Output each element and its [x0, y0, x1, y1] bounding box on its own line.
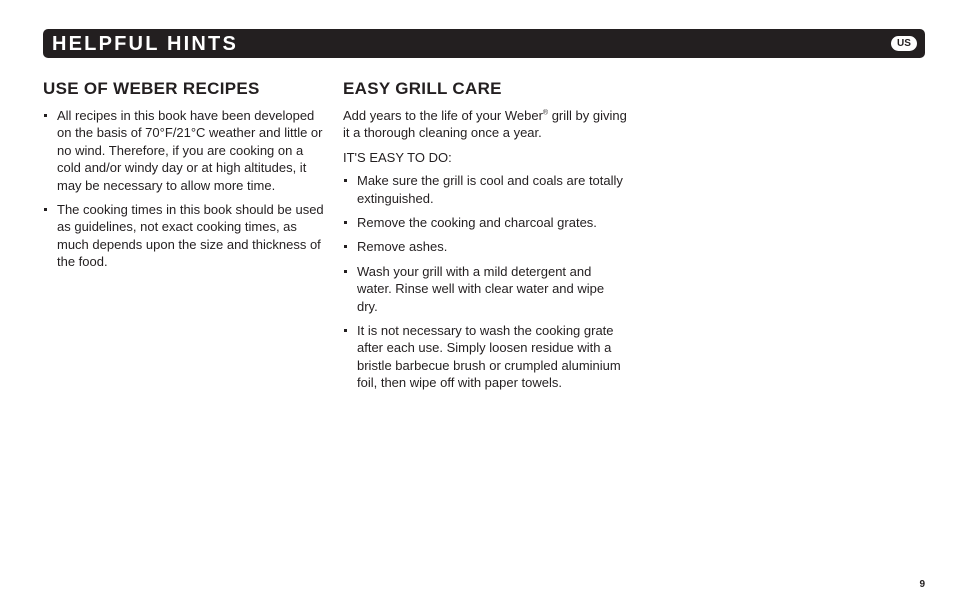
list-item: Make sure the grill is cool and coals are totally extinguished.: [343, 172, 628, 207]
grill-care-list: [343, 172, 628, 391]
page-title: HELPFUL HINTS: [52, 33, 239, 55]
list-item: Remove the cooking and charcoal grates.: [343, 214, 628, 231]
list-item: The cooking times in this book should be used as guidelines, not exact cooking times, as much depends upon the size and thickness of the food.: [43, 201, 325, 271]
weber-recipes-list: [43, 107, 325, 271]
list-item: Wash your grill with a mild detergent and water. Rinse well with clear water and wipe dry.: [343, 263, 628, 315]
list-item: Remove ashes.: [343, 238, 628, 255]
weber-recipes-column: [43, 107, 325, 271]
header-bar: [43, 29, 925, 58]
region-badge: US: [891, 36, 917, 51]
section-heading-weber-recipes: USE OF WEBER RECIPES: [43, 79, 260, 98]
grill-care-subheading: IT'S EASY TO DO:: [343, 149, 452, 165]
list-item: All recipes in this book have been developed on the basis of 70°F/21°C weather and little or no wind. Therefore, if you are cooking on a cold and/or windy day or at high altitudes, it may be necessary to allow more time.: [43, 107, 325, 194]
page-number: 9: [919, 579, 925, 590]
grill-care-intro: [343, 107, 628, 142]
section-heading-easy-grill-care: EASY GRILL CARE: [343, 79, 502, 98]
intro-text-continued: grill by giving it a thorough cleaning once a year.: [343, 108, 627, 141]
registered-mark: ®: [542, 109, 549, 117]
intro-text: Add years to the life of your Weber: [343, 108, 543, 123]
easy-grill-care-column: [343, 107, 628, 392]
list-item: It is not necessary to wash the cooking grate after each use. Simply loosen residue with a bristle barbecue brush or crumpled aluminium foil, then wipe off with paper towels.: [343, 322, 628, 392]
